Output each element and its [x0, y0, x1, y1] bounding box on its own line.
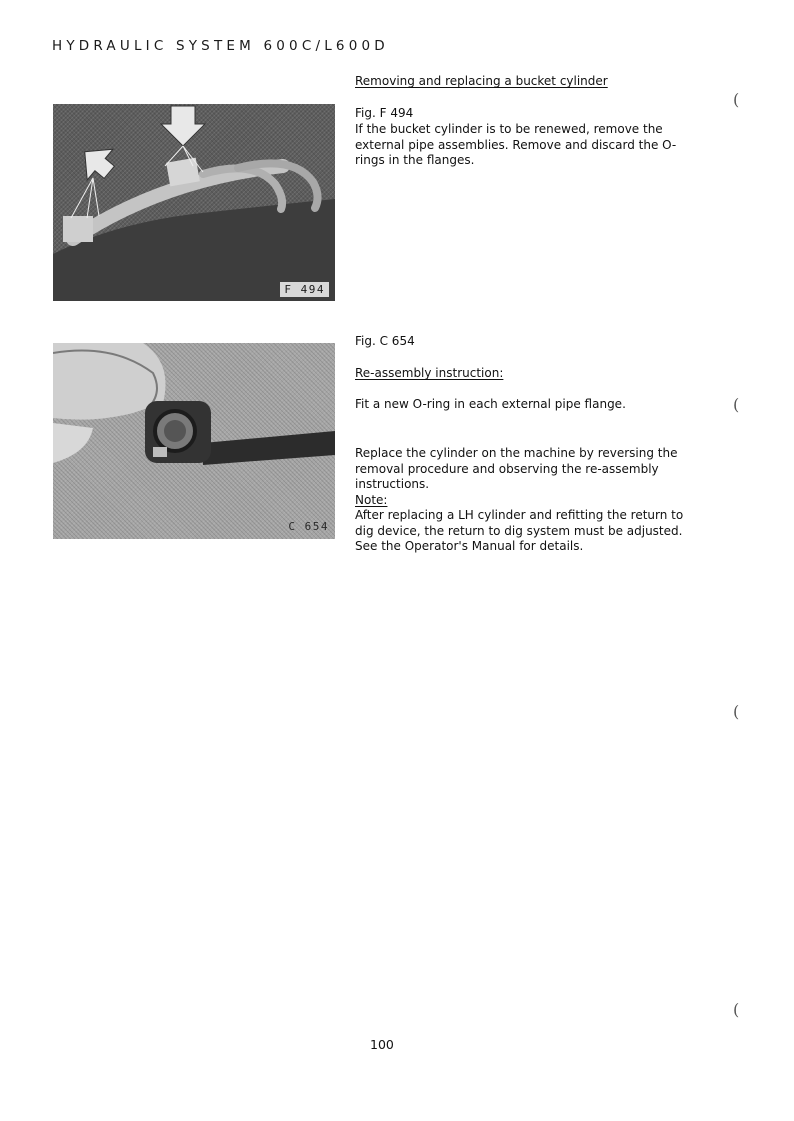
pipe-flange-o-ring-illustration	[53, 343, 335, 539]
margin-mark: (	[733, 702, 740, 721]
page-number: 100	[370, 1037, 394, 1052]
bucket-cylinder-pipes-illustration	[53, 104, 335, 301]
figure-reference-c654: Fig. C 654	[355, 334, 415, 348]
figure-f494-photo	[53, 104, 335, 301]
figure-reference-f494: Fig. F 494	[355, 106, 414, 120]
note-body: After replacing a LH cylinder and refitting the return to dig device, the return to dig system must be adjusted. See the Operator's Manual for details.	[355, 508, 684, 553]
figure-c654-label: C 654	[288, 520, 329, 533]
running-head: HYDRAULIC SYSTEM 600C/L600D	[52, 38, 389, 54]
section-title-removing: Removing and replacing a bucket cylinder	[355, 74, 608, 88]
reassembly-step-replace: Replace the cylinder on the machine by reversing the removal procedure and observing the re-assembly instructions.	[355, 446, 678, 491]
removing-instructions: If the bucket cylinder is to be renewed, remove the external pipe assemblies. Remove and discard the O-rings in the flanges.	[355, 122, 677, 167]
figure-c654-photo	[53, 343, 335, 539]
margin-mark: (	[733, 90, 740, 109]
margin-mark: (	[733, 1000, 740, 1019]
note-label: Note:	[355, 493, 388, 507]
reassembly-heading: Re-assembly instruction:	[355, 366, 504, 380]
reassembly-step-o-ring: Fit a new O-ring in each external pipe flange.	[355, 397, 626, 411]
figure-f494-label: F 494	[280, 282, 329, 297]
margin-mark: (	[733, 395, 740, 414]
